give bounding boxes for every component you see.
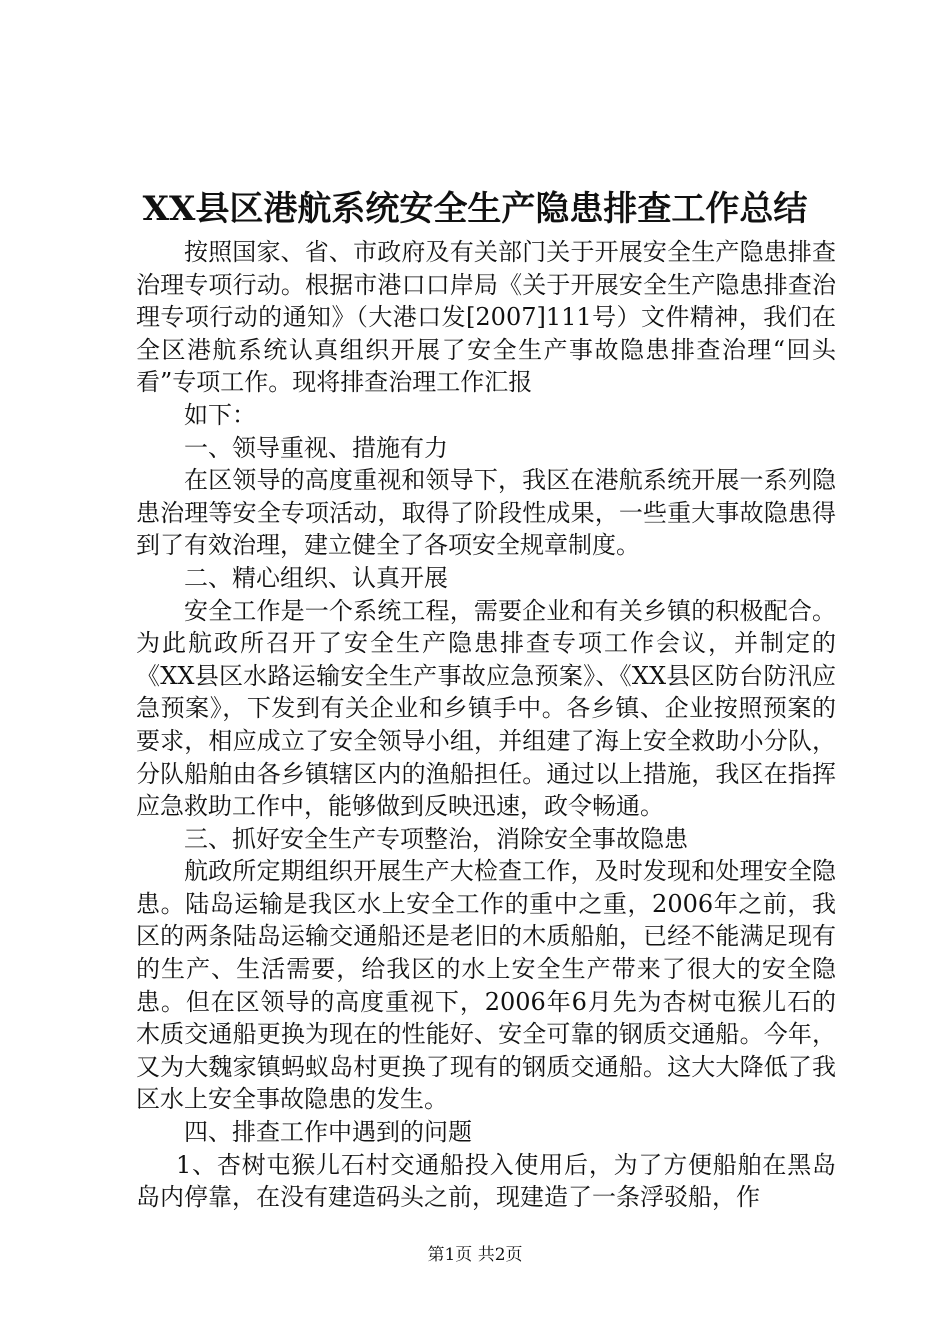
paragraph-issue-1: 1、杏树屯猴儿石村交通船投入使用后，为了方便船舶在黑岛岛内停靠，在没有建造码头之前，现建造了一条浮驳船，作 — [136, 1150, 836, 1212]
section-heading-4: 四、排查工作中遇到的问题 — [184, 1118, 472, 1147]
section-heading-3: 三、抓好安全生产专项整治，消除安全事故隐患 — [184, 824, 688, 853]
section-heading-2: 二、精心组织、认真开展 — [184, 563, 448, 592]
paragraph-section-3: 航政所定期组织开展生产大检查工作，及时发现和处理安全隐患。陆岛运输是我区水上安全工作的重中之重，2006年之前，我区的两条陆岛运输交通船还是老旧的木质船舶，已经不能满足现有的生产、生活需要，给我区的水上安全生产带来了很大的安全隐患。但在区领导的高度重视下，2006年6月先为杏树屯猴儿石的木质交通船更换为现在的性能好、安全可靠的钢质交通船。今年，又为大魏家镇蚂蚁岛村更换了现有的钢质交通船。这大大降低了我区水上安全事故隐患的发生。 — [136, 857, 836, 1114]
paragraph-intro: 按照国家、省、市政府及有关部门关于开展安全生产隐患排查治理专项行动。根据市港口口岸局《关于开展安全生产隐患排查治理专项行动的通知》（大港口发[2007]111号）文件精神，我们在全区港航系统认真组织开展了安全生产事故隐患排查治理“回头看”专项工作。现将排查治理工作汇报 — [136, 238, 836, 397]
paragraph-section-1: 在区领导的高度重视和领导下，我区在港航系统开展一系列隐患治理等安全专项活动，取得了阶段性成果，一些重大事故隐患得到了有效治理，建立健全了各项安全规章制度。 — [136, 466, 836, 560]
paragraph-section-2: 安全工作是一个系统工程，需要企业和有关乡镇的积极配合。为此航政所召开了安全生产隐患排查专项工作会议，并制定的《XX县区水路运输安全生产事故应急预案》、《XX县区防台防汛应急预案》，下发到有关企业和乡镇手中。各乡镇、企业按照预案的要求，相应成立了安全领导小组，并组建了海上安全救助小分队，分队船舶由各乡镇辖区内的渔船担任。通过以上措施，我区在指挥应急救助工作中，能够做到反映迅速，政令畅通。 — [136, 596, 836, 821]
paragraph-as-follows: 如下： — [184, 400, 256, 429]
section-heading-1: 一、领导重视、措施有力 — [184, 433, 448, 462]
document-body — [136, 236, 836, 1214]
page-footer: 第1页 共2页 — [427, 1245, 523, 1265]
document-title: XX县区港航系统安全生产隐患排查工作总结 — [142, 189, 808, 229]
